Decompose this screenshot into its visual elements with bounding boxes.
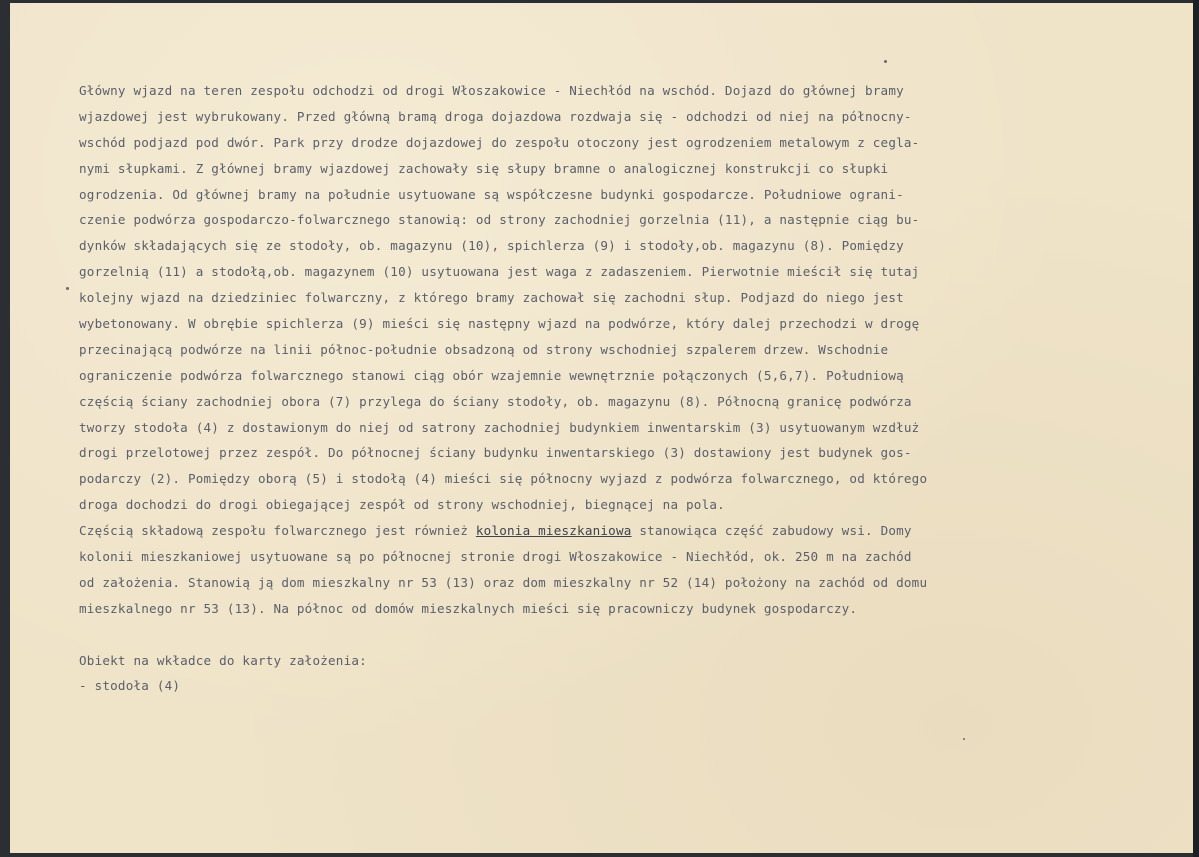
text-line: droga dochodzi do drogi obiegającej zespół od strony wschodniej, biegnącej na pola. — [79, 497, 725, 513]
text-line: przecinającą podwórze na linii północ-południe obsadzoną od strony wschodniej szpalerem drzew. Wschodnie — [79, 341, 889, 357]
text-line — [79, 518, 1179, 544]
text-line: ograniczenie podwórza folwarcznego stanowi ciąg obór wzajemnie wewnętrznie połączonych (5,6,7). Południową — [79, 367, 904, 383]
insert-note-item: - stodoła (4) — [79, 678, 181, 694]
text-line: wybetonowany. W obrębie spichlerza (9) mieści się następny wjazd na podwórze, który dalej przechodzi w drogę — [79, 316, 920, 332]
text-line: drogi przelotowej przez zespół. Do północnej ściany budynku inwentarskiego (3) dostawiony jest budynek gos- — [79, 445, 912, 461]
typed-text — [79, 78, 1179, 699]
text-line: nymi słupkami. Z głównej bramy wjazdowej zachowały się słupy bramne o analogicznej konstrukcji co słupki — [79, 160, 889, 176]
text-line: od założenia. Stanowią ją dom mieszkalny nr 53 (13) oraz dom mieszkalny nr 52 (14) położony na zachód od domu — [79, 574, 928, 590]
text-line: mieszkalnego nr 53 (13). Na północ od domów mieszkalnych mieści się pracowniczy budynek gospodarczy. — [79, 600, 858, 616]
document-card — [10, 3, 1193, 853]
underlined-term: kolonia mieszkaniowa — [475, 523, 632, 539]
text-line: gorzelnią (11) a stodołą,ob. magazynem (10) usytuowana jest waga z zadaszeniem. Pierwotnie mieścił się tutaj — [79, 264, 920, 280]
text-line: wjazdowej jest wybrukowany. Przed główną bramą droga dojazdowa rozdwaja się - odchodzi od niej na północny- — [79, 108, 912, 124]
text-line: ogrodzenia. Od głównej bramy na południe usytuowane są współczesne budynki gospodarcze. Południowe ograni- — [79, 186, 904, 202]
text-line: Główny wjazd na teren zespołu odchodzi od drogi Włoszakowice - Niechłód na wschód. Dojazd do głównej bramy — [79, 83, 904, 98]
insert-note-heading: Obiekt na wkładce do karty założenia: — [79, 652, 367, 668]
blank-line — [79, 622, 1179, 648]
text-line: kolejny wjazd na dziedziniec folwarczny, z którego bramy zachował się zachodni słup. Podjazd do niego jest — [79, 290, 904, 306]
scan-edge — [1193, 0, 1199, 857]
text-segment: stanowiąca część zabudowy wsi. Domy — [631, 523, 912, 539]
paper-speck — [66, 287, 69, 290]
text-line: tworzy stodoła (4) z dostawionym do niej od satrony zachodniej budynkiem inwentarskim (3) usytuowanym wzdłuż — [79, 419, 920, 435]
text-line: podarczy (2). Pomiędzy oborą (5) i stodołą (4) mieści się północny wyjazd z podwórza folwarcznego, od którego — [79, 471, 928, 487]
text-line: wschód podjazd pod dwór. Park przy drodze dojazdowej do zespołu otoczony jest ogrodzeniem metalowym z cegla- — [79, 134, 920, 150]
text-line: czenie podwórza gospodarczo-folwarcznego stanowią: od strony zachodniej gorzelnia (11), a następnie ciąg bu- — [79, 212, 920, 228]
text-line: częścią ściany zachodniej obora (7) przylega do ściany stodoły, ob. magazynu (8). Północną granicę podwórza — [79, 393, 912, 409]
paper-speck — [963, 738, 965, 740]
text-line: kolonii mieszkaniowej usytuowane są po północnej stronie drogi Włoszakowice - Niechłód, ok. 250 m na zachód — [79, 549, 912, 565]
paper-speck — [884, 60, 887, 63]
text-segment: Częścią składową zespołu folwarcznego jest również — [79, 523, 476, 539]
text-line: dynków składających się ze stodoły, ob. magazynu (10), spichlerza (9) i stodoły,ob. magazynu (8). Pomiędzy — [79, 238, 904, 254]
